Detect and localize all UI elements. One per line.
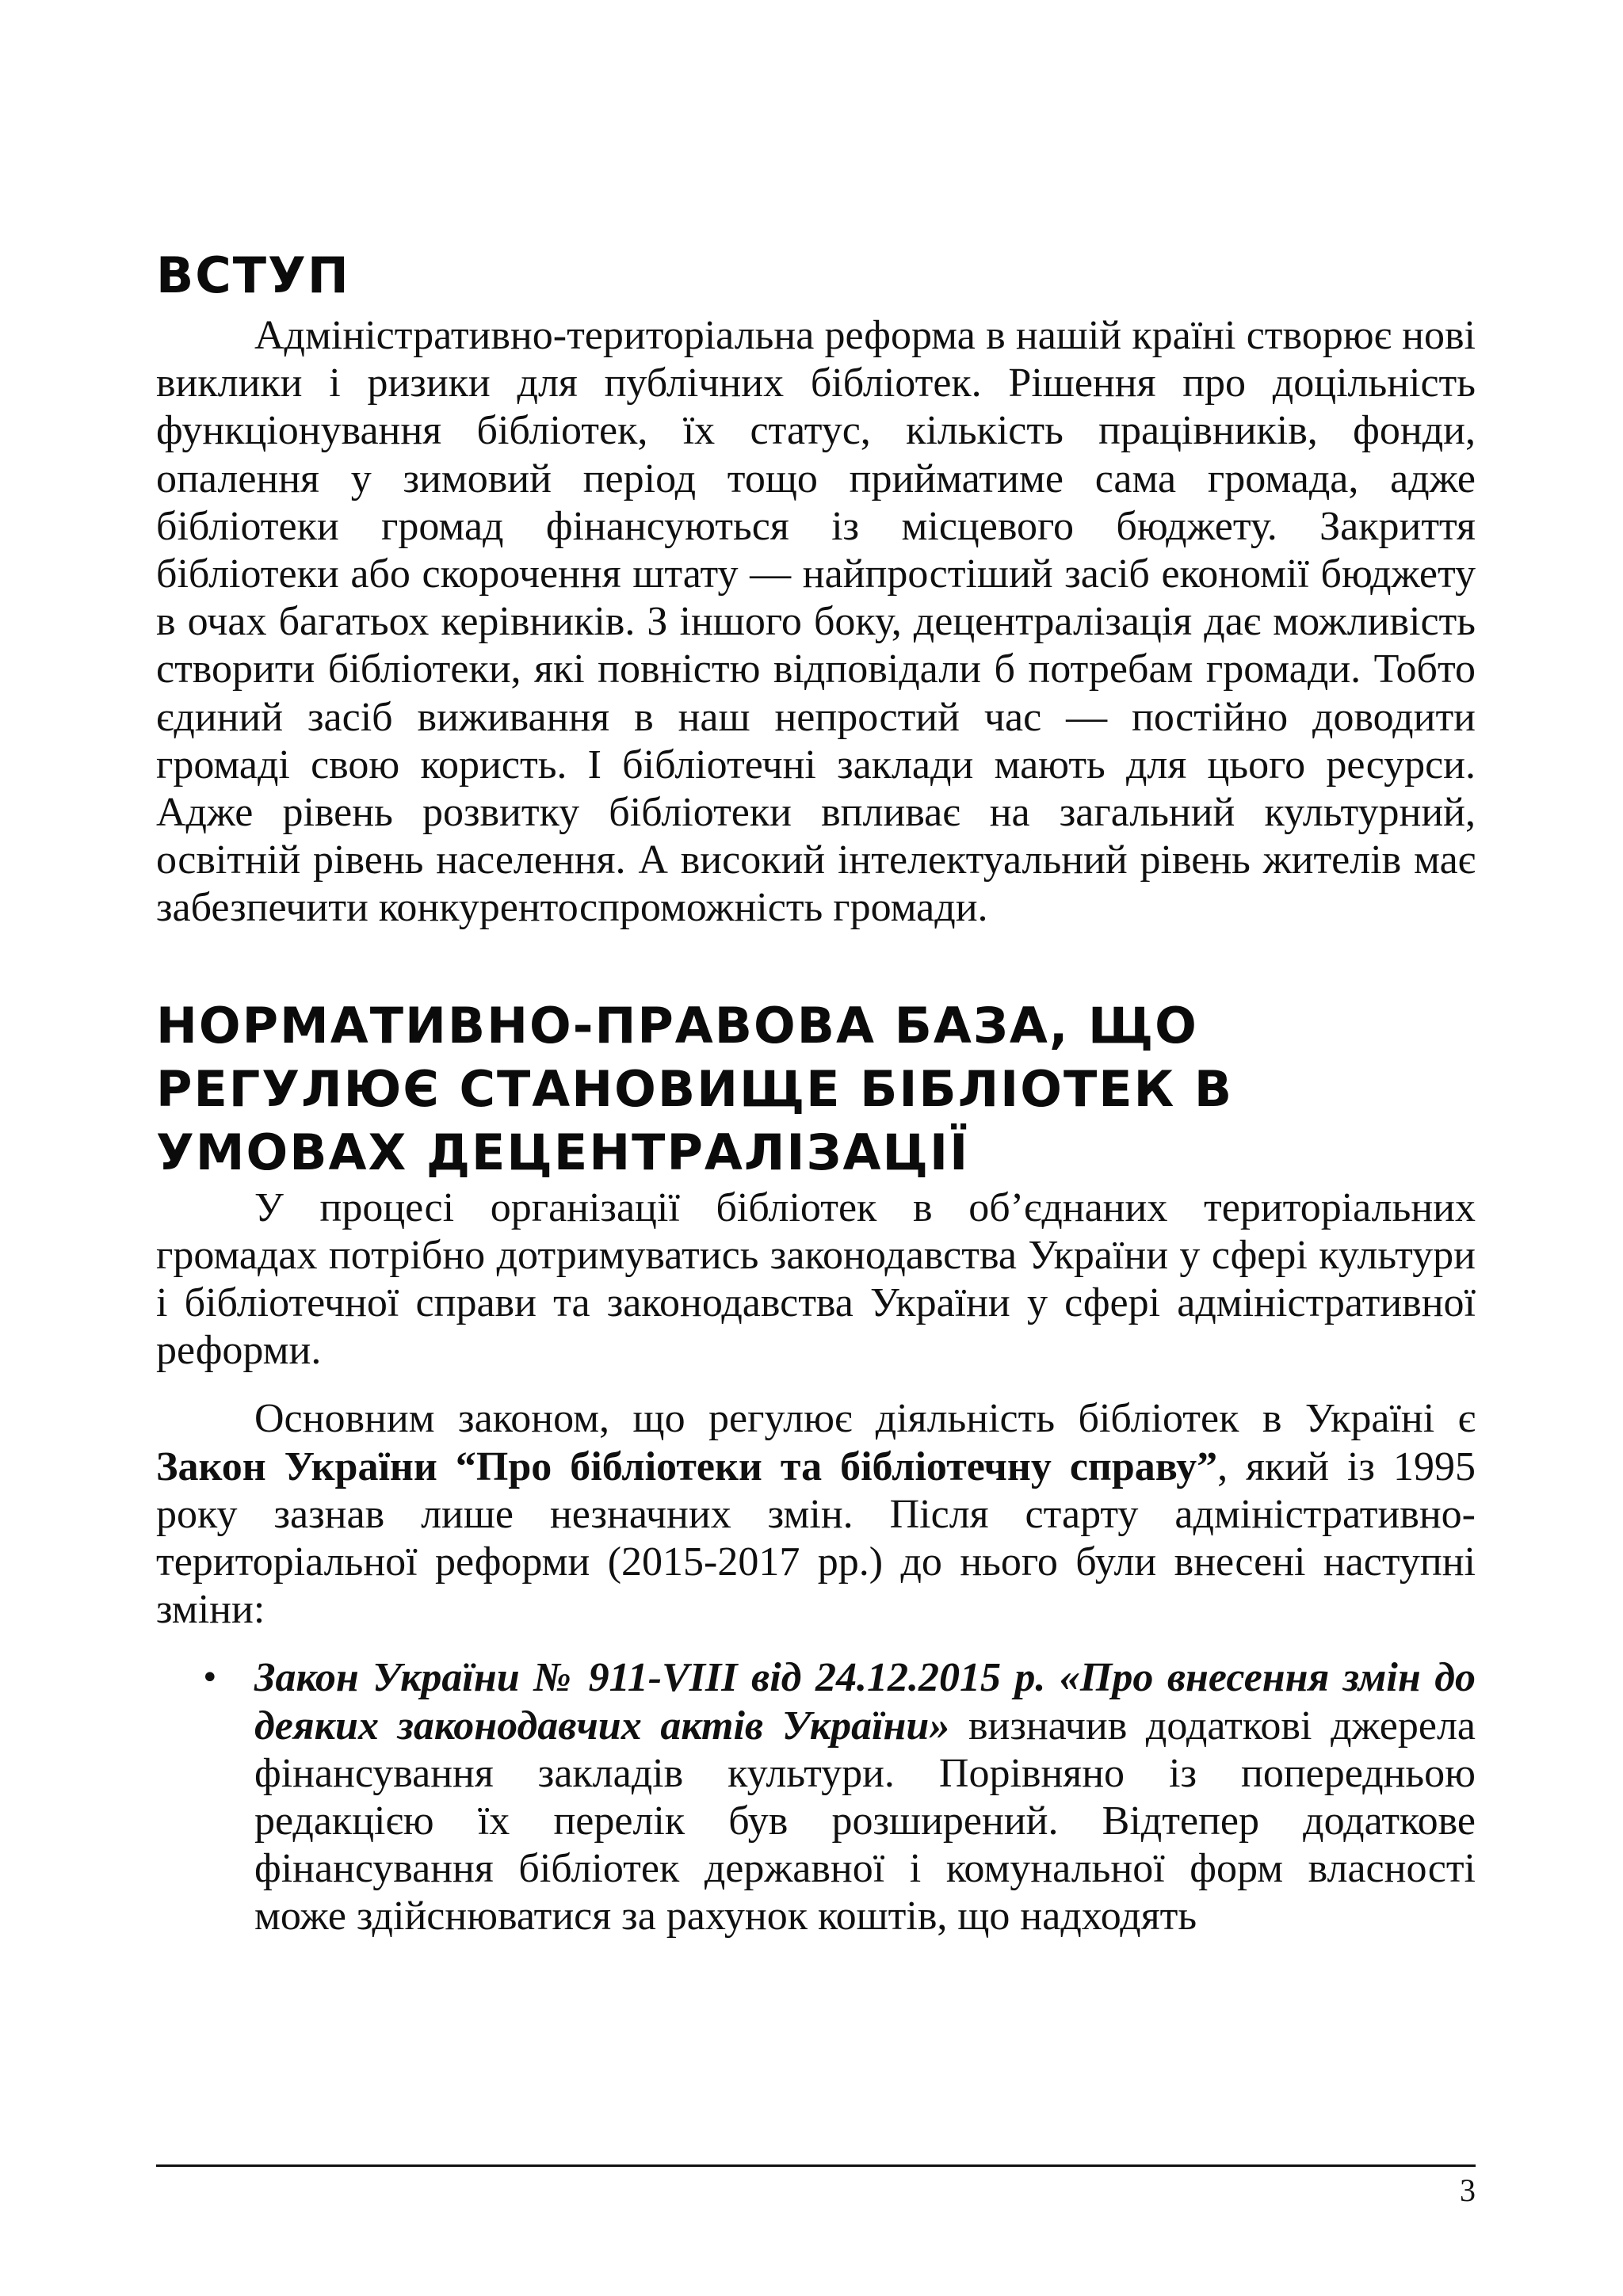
bullet-icon: • — [200, 1660, 220, 1697]
intro-paragraph: Адміністративно-територіальна реформа в нашій країні створює нові виклики і ризики для публічних бібліотек. Рішення про доцільність функціонування бібліотек, їх статус, кількість працівників, фонди, опалення у зимовий період тощо прийматиме сама громада, адже бібліотеки громад фінансуються із місцевого бюджету. Закриття бібліотеки або скорочення штату — найпростіший засіб економії бюджету в очах багатьох керівників. З іншого боку, децентралізація дає можливість створити бібліотеки, які повністю відповідали б потребам громади. Тобто єдиний засіб виживання в наш непростий час — постійно доводити громаді свою користь. І бібліотечні заклади мають для цього ресурси. Адже рівень розвитку бібліотеки впливає на загальний культурний, освітній рівень населення. А високий інтелектуальний рівень жителів має забезпечити конкурентоспроможність громади. — [156, 313, 1476, 931]
amendments-list — [156, 1654, 1476, 1940]
legal-base-paragraph-2 — [156, 1395, 1476, 1634]
page-number: 3 — [1460, 2172, 1476, 2208]
legal-base-paragraph-2-text-before: Основним законом, що регулює діяльність бібліотек в Україні є — [254, 1396, 1476, 1442]
list-item — [156, 1654, 1476, 1940]
section-heading-intro: ВСТУП — [156, 246, 350, 304]
main-law-title: Закон України “Про бібліотеки та бібліотечну справу” — [156, 1444, 1218, 1489]
footer-rule — [156, 2164, 1476, 2167]
legal-base-paragraph-1: У процесі організації бібліотек в об’єднаних територіальних громадах потрібно дотримуватись законодавства України у сфері культури і бібліотечної справи та законодавства України у сфері адміністративної реформи. — [156, 1184, 1476, 1374]
section-heading-legal-base: НОРМАТИВНО-ПРАВОВА БАЗА, ЩО РЕГУЛЮЄ СТАНОВИЩЕ БІБЛІОТЕК В УМОВАХ ДЕЦЕНТРАЛІЗАЦІЇ — [156, 996, 1234, 1181]
law-reference: Закон України № 911-VIII від 24.12.2015 р. «Про внесення змін до деяких законодавчих актів України» — [254, 1655, 1476, 1749]
list-item-text: визначив додаткові джерела фінансування закладів культури. Порівняно із попередньою редакцією їх перелік був розширений. Відтепер додаткове фінансування бібліотек державної і комунальної форм власності може здійснюватися за рахунок коштів, що надходять — [254, 1703, 1476, 1939]
page-content — [156, 238, 1476, 1941]
legal-base-paragraph-2-text-after: , який із 1995 року зазнав лише незначних змін. Після старту адміністративно-територіальної реформи (2015-2017 рр.) до нього були внесені наступні зміни: — [156, 1444, 1476, 1633]
